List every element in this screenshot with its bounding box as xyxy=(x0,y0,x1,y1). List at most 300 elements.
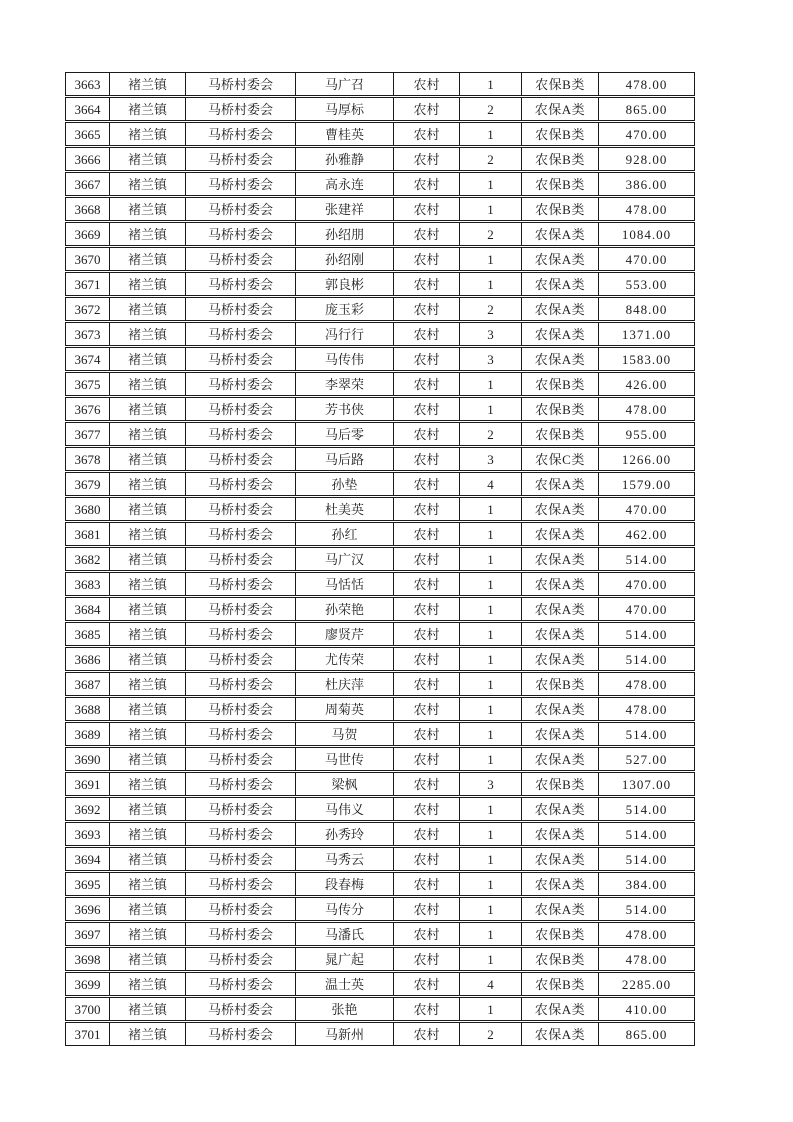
table-row xyxy=(65,522,695,546)
cell-town: 褚兰镇 xyxy=(110,873,186,895)
table-row xyxy=(65,197,695,221)
cell-seq: 3694 xyxy=(66,848,110,870)
cell-amount: 478.00 xyxy=(625,701,668,717)
cell-seq: 3687 xyxy=(66,673,110,695)
cell-village: 马桥村委会 xyxy=(186,548,296,570)
cell-insurance-category: 农保B类 xyxy=(522,973,599,995)
cell-amount: 384.00 xyxy=(625,876,668,892)
cell-town: 褚兰镇 xyxy=(110,473,186,495)
cell-town: 褚兰镇 xyxy=(110,73,186,95)
cell-insurance-category: 农保A类 xyxy=(522,898,599,920)
cell-residence-type: 农村 xyxy=(394,448,460,470)
cell-person-name: 马厚标 xyxy=(296,98,394,120)
cell-insurance-category: 农保B类 xyxy=(522,423,599,445)
records-table xyxy=(65,72,695,1047)
cell-seq: 3667 xyxy=(66,173,110,195)
cell-amount: 865.00 xyxy=(625,101,668,117)
cell-amount: 2285.00 xyxy=(621,976,672,992)
cell-person-name: 晁广起 xyxy=(296,948,394,970)
cell-amount: 553.00 xyxy=(625,276,668,292)
cell-residence-type: 农村 xyxy=(394,773,460,795)
table-row xyxy=(65,497,695,521)
cell-residence-type: 农村 xyxy=(394,623,460,645)
cell-residence-type: 农村 xyxy=(394,598,460,620)
cell-town: 褚兰镇 xyxy=(110,398,186,420)
cell-village: 马桥村委会 xyxy=(186,923,296,945)
cell-amount: 1371.00 xyxy=(621,326,672,342)
cell-insurance-category: 农保A类 xyxy=(522,323,599,345)
cell-town: 褚兰镇 xyxy=(110,598,186,620)
cell-amount: 514.00 xyxy=(625,801,668,817)
cell-residence-type: 农村 xyxy=(394,273,460,295)
table-row xyxy=(65,747,695,771)
cell-village: 马桥村委会 xyxy=(186,1023,296,1045)
cell-person-name: 芳书侠 xyxy=(296,398,394,420)
cell-seq: 3681 xyxy=(66,523,110,545)
cell-amount: 386.00 xyxy=(625,176,668,192)
table-row xyxy=(65,222,695,246)
cell-amount: 1583.00 xyxy=(621,351,672,367)
cell-town: 褚兰镇 xyxy=(110,223,186,245)
cell-town: 褚兰镇 xyxy=(110,698,186,720)
cell-residence-type: 农村 xyxy=(394,98,460,120)
cell-residence-type: 农村 xyxy=(394,73,460,95)
cell-amount: 478.00 xyxy=(625,951,668,967)
cell-town: 褚兰镇 xyxy=(110,773,186,795)
table-row xyxy=(65,422,695,446)
cell-village: 马桥村委会 xyxy=(186,598,296,620)
cell-town: 褚兰镇 xyxy=(110,623,186,645)
cell-town: 褚兰镇 xyxy=(110,548,186,570)
cell-seq: 3701 xyxy=(66,1023,110,1045)
table-row xyxy=(65,372,695,396)
table-row xyxy=(65,547,695,571)
table-row xyxy=(65,647,695,671)
cell-person-name: 马后零 xyxy=(296,423,394,445)
cell-person-name: 孙垫 xyxy=(296,473,394,495)
cell-village: 马桥村委会 xyxy=(186,848,296,870)
cell-amount: 470.00 xyxy=(625,576,668,592)
cell-person-count: 1 xyxy=(460,123,522,145)
cell-amount: 478.00 xyxy=(625,201,668,217)
table-row xyxy=(65,897,695,921)
cell-village: 马桥村委会 xyxy=(186,98,296,120)
cell-insurance-category: 农保C类 xyxy=(522,448,599,470)
cell-person-name: 段春梅 xyxy=(296,873,394,895)
cell-amount: 1579.00 xyxy=(621,476,672,492)
cell-person-name: 孙雅静 xyxy=(296,148,394,170)
cell-residence-type: 农村 xyxy=(394,673,460,695)
cell-amount: 514.00 xyxy=(625,551,668,567)
table-row xyxy=(65,1022,695,1046)
cell-amount: 410.00 xyxy=(625,1001,668,1017)
cell-town: 褚兰镇 xyxy=(110,1023,186,1045)
table-row xyxy=(65,722,695,746)
cell-residence-type: 农村 xyxy=(394,698,460,720)
cell-residence-type: 农村 xyxy=(394,223,460,245)
cell-person-count: 1 xyxy=(460,573,522,595)
cell-person-count: 1 xyxy=(460,373,522,395)
cell-amount: 865.00 xyxy=(625,1026,668,1042)
cell-seq: 3686 xyxy=(66,648,110,670)
cell-person-name: 高永连 xyxy=(296,173,394,195)
cell-town: 褚兰镇 xyxy=(110,98,186,120)
cell-village: 马桥村委会 xyxy=(186,398,296,420)
cell-insurance-category: 农保A类 xyxy=(522,273,599,295)
cell-town: 褚兰镇 xyxy=(110,423,186,445)
cell-person-count: 1 xyxy=(460,398,522,420)
cell-person-count: 1 xyxy=(460,898,522,920)
cell-town: 褚兰镇 xyxy=(110,823,186,845)
cell-person-name: 尤传荣 xyxy=(296,648,394,670)
cell-person-name: 马恬恬 xyxy=(296,573,394,595)
cell-insurance-category: 农保B类 xyxy=(522,123,599,145)
cell-village: 马桥村委会 xyxy=(186,898,296,920)
cell-town: 褚兰镇 xyxy=(110,973,186,995)
cell-town: 褚兰镇 xyxy=(110,123,186,145)
cell-seq: 3670 xyxy=(66,248,110,270)
cell-town: 褚兰镇 xyxy=(110,323,186,345)
cell-village: 马桥村委会 xyxy=(186,373,296,395)
cell-residence-type: 农村 xyxy=(394,498,460,520)
cell-person-name: 孙绍朋 xyxy=(296,223,394,245)
cell-person-name: 马新州 xyxy=(296,1023,394,1045)
cell-town: 褚兰镇 xyxy=(110,898,186,920)
cell-village: 马桥村委会 xyxy=(186,823,296,845)
cell-amount: 478.00 xyxy=(625,676,668,692)
cell-residence-type: 农村 xyxy=(394,823,460,845)
cell-village: 马桥村委会 xyxy=(186,873,296,895)
cell-amount: 470.00 xyxy=(625,251,668,267)
cell-person-name: 马广召 xyxy=(296,73,394,95)
cell-person-count: 2 xyxy=(460,223,522,245)
cell-seq: 3693 xyxy=(66,823,110,845)
cell-village: 马桥村委会 xyxy=(186,973,296,995)
cell-town: 褚兰镇 xyxy=(110,173,186,195)
cell-amount: 928.00 xyxy=(625,151,668,167)
cell-residence-type: 农村 xyxy=(394,898,460,920)
table-row xyxy=(65,622,695,646)
cell-person-name: 孙绍刚 xyxy=(296,248,394,270)
table-row xyxy=(65,597,695,621)
table-row xyxy=(65,247,695,271)
cell-insurance-category: 农保B类 xyxy=(522,173,599,195)
cell-village: 马桥村委会 xyxy=(186,123,296,145)
cell-person-count: 1 xyxy=(460,273,522,295)
cell-amount: 514.00 xyxy=(625,901,668,917)
cell-insurance-category: 农保B类 xyxy=(522,673,599,695)
cell-village: 马桥村委会 xyxy=(186,798,296,820)
cell-town: 褚兰镇 xyxy=(110,573,186,595)
cell-person-name: 杜美英 xyxy=(296,498,394,520)
cell-town: 褚兰镇 xyxy=(110,373,186,395)
cell-village: 马桥村委会 xyxy=(186,748,296,770)
cell-seq: 3669 xyxy=(66,223,110,245)
cell-amount: 514.00 xyxy=(625,726,668,742)
cell-amount: 848.00 xyxy=(625,301,668,317)
cell-insurance-category: 农保A类 xyxy=(522,298,599,320)
cell-residence-type: 农村 xyxy=(394,198,460,220)
cell-seq: 3683 xyxy=(66,573,110,595)
cell-insurance-category: 农保A类 xyxy=(522,798,599,820)
cell-amount: 514.00 xyxy=(625,851,668,867)
cell-insurance-category: 农保A类 xyxy=(522,723,599,745)
cell-person-count: 1 xyxy=(460,673,522,695)
cell-seq: 3691 xyxy=(66,773,110,795)
cell-village: 马桥村委会 xyxy=(186,723,296,745)
cell-residence-type: 农村 xyxy=(394,723,460,745)
cell-town: 褚兰镇 xyxy=(110,498,186,520)
table-row xyxy=(65,847,695,871)
cell-insurance-category: 农保B类 xyxy=(522,398,599,420)
cell-town: 褚兰镇 xyxy=(110,798,186,820)
cell-insurance-category: 农保A类 xyxy=(522,523,599,545)
cell-insurance-category: 农保B类 xyxy=(522,373,599,395)
cell-village: 马桥村委会 xyxy=(186,498,296,520)
cell-person-name: 马秀云 xyxy=(296,848,394,870)
table-row xyxy=(65,397,695,421)
cell-village: 马桥村委会 xyxy=(186,998,296,1020)
cell-seq: 3673 xyxy=(66,323,110,345)
cell-person-count: 1 xyxy=(460,998,522,1020)
cell-person-name: 张建祥 xyxy=(296,198,394,220)
cell-amount: 426.00 xyxy=(625,376,668,392)
cell-amount: 470.00 xyxy=(625,501,668,517)
cell-village: 马桥村委会 xyxy=(186,673,296,695)
cell-village: 马桥村委会 xyxy=(186,198,296,220)
cell-seq: 3676 xyxy=(66,398,110,420)
table-row xyxy=(65,472,695,496)
cell-residence-type: 农村 xyxy=(394,648,460,670)
cell-town: 褚兰镇 xyxy=(110,648,186,670)
cell-seq: 3663 xyxy=(66,73,110,95)
cell-amount: 1266.00 xyxy=(621,451,672,467)
cell-seq: 3664 xyxy=(66,98,110,120)
cell-person-count: 1 xyxy=(460,923,522,945)
cell-seq: 3672 xyxy=(66,298,110,320)
cell-amount: 470.00 xyxy=(625,601,668,617)
cell-village: 马桥村委会 xyxy=(186,623,296,645)
cell-person-count: 1 xyxy=(460,198,522,220)
cell-seq: 3695 xyxy=(66,873,110,895)
cell-person-name: 庞玉彩 xyxy=(296,298,394,320)
table-row xyxy=(65,122,695,146)
cell-person-name: 马世传 xyxy=(296,748,394,770)
cell-town: 褚兰镇 xyxy=(110,273,186,295)
cell-person-count: 1 xyxy=(460,873,522,895)
cell-person-name: 孙秀玲 xyxy=(296,823,394,845)
cell-residence-type: 农村 xyxy=(394,573,460,595)
cell-seq: 3675 xyxy=(66,373,110,395)
cell-village: 马桥村委会 xyxy=(186,423,296,445)
cell-person-count: 3 xyxy=(460,448,522,470)
cell-village: 马桥村委会 xyxy=(186,773,296,795)
cell-person-name: 孙荣艳 xyxy=(296,598,394,620)
cell-person-name: 李翠荣 xyxy=(296,373,394,395)
cell-amount: 1307.00 xyxy=(621,776,672,792)
cell-seq: 3690 xyxy=(66,748,110,770)
cell-town: 褚兰镇 xyxy=(110,848,186,870)
cell-seq: 3674 xyxy=(66,348,110,370)
cell-person-count: 1 xyxy=(460,748,522,770)
cell-amount: 478.00 xyxy=(625,926,668,942)
cell-town: 褚兰镇 xyxy=(110,998,186,1020)
table-row xyxy=(65,997,695,1021)
cell-person-count: 3 xyxy=(460,773,522,795)
cell-residence-type: 农村 xyxy=(394,348,460,370)
cell-village: 马桥村委会 xyxy=(186,73,296,95)
cell-person-name: 马潘氏 xyxy=(296,923,394,945)
cell-village: 马桥村委会 xyxy=(186,323,296,345)
cell-person-name: 杜庆萍 xyxy=(296,673,394,695)
cell-town: 褚兰镇 xyxy=(110,248,186,270)
cell-residence-type: 农村 xyxy=(394,848,460,870)
cell-residence-type: 农村 xyxy=(394,923,460,945)
cell-town: 褚兰镇 xyxy=(110,148,186,170)
cell-person-count: 4 xyxy=(460,473,522,495)
cell-seq: 3685 xyxy=(66,623,110,645)
cell-town: 褚兰镇 xyxy=(110,448,186,470)
table-row xyxy=(65,922,695,946)
cell-village: 马桥村委会 xyxy=(186,698,296,720)
cell-amount: 514.00 xyxy=(625,626,668,642)
cell-person-count: 1 xyxy=(460,823,522,845)
cell-insurance-category: 农保A类 xyxy=(522,598,599,620)
cell-seq: 3671 xyxy=(66,273,110,295)
table-row xyxy=(65,72,695,96)
cell-residence-type: 农村 xyxy=(394,123,460,145)
cell-person-count: 2 xyxy=(460,1023,522,1045)
table-row xyxy=(65,822,695,846)
cell-seq: 3679 xyxy=(66,473,110,495)
cell-residence-type: 农村 xyxy=(394,973,460,995)
cell-insurance-category: 农保B类 xyxy=(522,948,599,970)
cell-person-count: 1 xyxy=(460,248,522,270)
cell-residence-type: 农村 xyxy=(394,798,460,820)
cell-residence-type: 农村 xyxy=(394,548,460,570)
cell-insurance-category: 农保B类 xyxy=(522,198,599,220)
cell-residence-type: 农村 xyxy=(394,1023,460,1045)
cell-insurance-category: 农保A类 xyxy=(522,1023,599,1045)
cell-residence-type: 农村 xyxy=(394,173,460,195)
cell-insurance-category: 农保A类 xyxy=(522,548,599,570)
table-row xyxy=(65,872,695,896)
cell-amount: 527.00 xyxy=(625,751,668,767)
cell-village: 马桥村委会 xyxy=(186,573,296,595)
cell-residence-type: 农村 xyxy=(394,873,460,895)
cell-insurance-category: 农保A类 xyxy=(522,698,599,720)
cell-seq: 3696 xyxy=(66,898,110,920)
cell-person-name: 马伟义 xyxy=(296,798,394,820)
cell-person-count: 1 xyxy=(460,623,522,645)
cell-seq: 3677 xyxy=(66,423,110,445)
cell-village: 马桥村委会 xyxy=(186,248,296,270)
cell-residence-type: 农村 xyxy=(394,423,460,445)
cell-person-count: 2 xyxy=(460,98,522,120)
cell-residence-type: 农村 xyxy=(394,298,460,320)
cell-person-count: 1 xyxy=(460,848,522,870)
cell-seq: 3697 xyxy=(66,923,110,945)
cell-amount: 514.00 xyxy=(625,651,668,667)
cell-person-name: 马广汉 xyxy=(296,548,394,570)
cell-insurance-category: 农保A类 xyxy=(522,573,599,595)
cell-village: 马桥村委会 xyxy=(186,348,296,370)
cell-town: 褚兰镇 xyxy=(110,198,186,220)
cell-insurance-category: 农保A类 xyxy=(522,348,599,370)
cell-seq: 3689 xyxy=(66,723,110,745)
cell-village: 马桥村委会 xyxy=(186,148,296,170)
table-row xyxy=(65,97,695,121)
table-row xyxy=(65,147,695,171)
cell-insurance-category: 农保A类 xyxy=(522,648,599,670)
cell-person-count: 1 xyxy=(460,648,522,670)
cell-amount: 514.00 xyxy=(625,826,668,842)
table-row xyxy=(65,347,695,371)
cell-town: 褚兰镇 xyxy=(110,948,186,970)
cell-residence-type: 农村 xyxy=(394,148,460,170)
cell-insurance-category: 农保B类 xyxy=(522,148,599,170)
cell-person-count: 2 xyxy=(460,148,522,170)
cell-town: 褚兰镇 xyxy=(110,748,186,770)
cell-town: 褚兰镇 xyxy=(110,523,186,545)
table-row xyxy=(65,797,695,821)
cell-person-name: 郭良彬 xyxy=(296,273,394,295)
cell-person-count: 1 xyxy=(460,523,522,545)
cell-person-name: 孙红 xyxy=(296,523,394,545)
cell-seq: 3666 xyxy=(66,148,110,170)
cell-town: 褚兰镇 xyxy=(110,348,186,370)
cell-town: 褚兰镇 xyxy=(110,923,186,945)
table-row xyxy=(65,697,695,721)
cell-village: 马桥村委会 xyxy=(186,298,296,320)
cell-insurance-category: 农保A类 xyxy=(522,473,599,495)
cell-residence-type: 农村 xyxy=(394,948,460,970)
cell-person-count: 1 xyxy=(460,948,522,970)
cell-amount: 470.00 xyxy=(625,126,668,142)
cell-insurance-category: 农保A类 xyxy=(522,98,599,120)
cell-seq: 3684 xyxy=(66,598,110,620)
cell-person-count: 2 xyxy=(460,423,522,445)
cell-person-count: 1 xyxy=(460,598,522,620)
cell-person-name: 马传伟 xyxy=(296,348,394,370)
cell-residence-type: 农村 xyxy=(394,248,460,270)
cell-insurance-category: 农保A类 xyxy=(522,748,599,770)
cell-person-count: 1 xyxy=(460,73,522,95)
cell-insurance-category: 农保B类 xyxy=(522,923,599,945)
cell-seq: 3682 xyxy=(66,548,110,570)
cell-village: 马桥村委会 xyxy=(186,648,296,670)
cell-person-count: 1 xyxy=(460,548,522,570)
cell-amount: 478.00 xyxy=(625,401,668,417)
cell-village: 马桥村委会 xyxy=(186,948,296,970)
cell-amount: 955.00 xyxy=(625,426,668,442)
cell-person-count: 1 xyxy=(460,698,522,720)
cell-seq: 3678 xyxy=(66,448,110,470)
cell-seq: 3698 xyxy=(66,948,110,970)
cell-village: 马桥村委会 xyxy=(186,173,296,195)
cell-seq: 3680 xyxy=(66,498,110,520)
cell-town: 褚兰镇 xyxy=(110,673,186,695)
cell-residence-type: 农村 xyxy=(394,523,460,545)
cell-amount: 1084.00 xyxy=(621,226,672,242)
cell-residence-type: 农村 xyxy=(394,473,460,495)
cell-amount: 462.00 xyxy=(625,526,668,542)
cell-person-name: 冯行行 xyxy=(296,323,394,345)
cell-person-count: 1 xyxy=(460,498,522,520)
cell-person-count: 2 xyxy=(460,298,522,320)
cell-seq: 3668 xyxy=(66,198,110,220)
cell-insurance-category: 农保B类 xyxy=(522,773,599,795)
